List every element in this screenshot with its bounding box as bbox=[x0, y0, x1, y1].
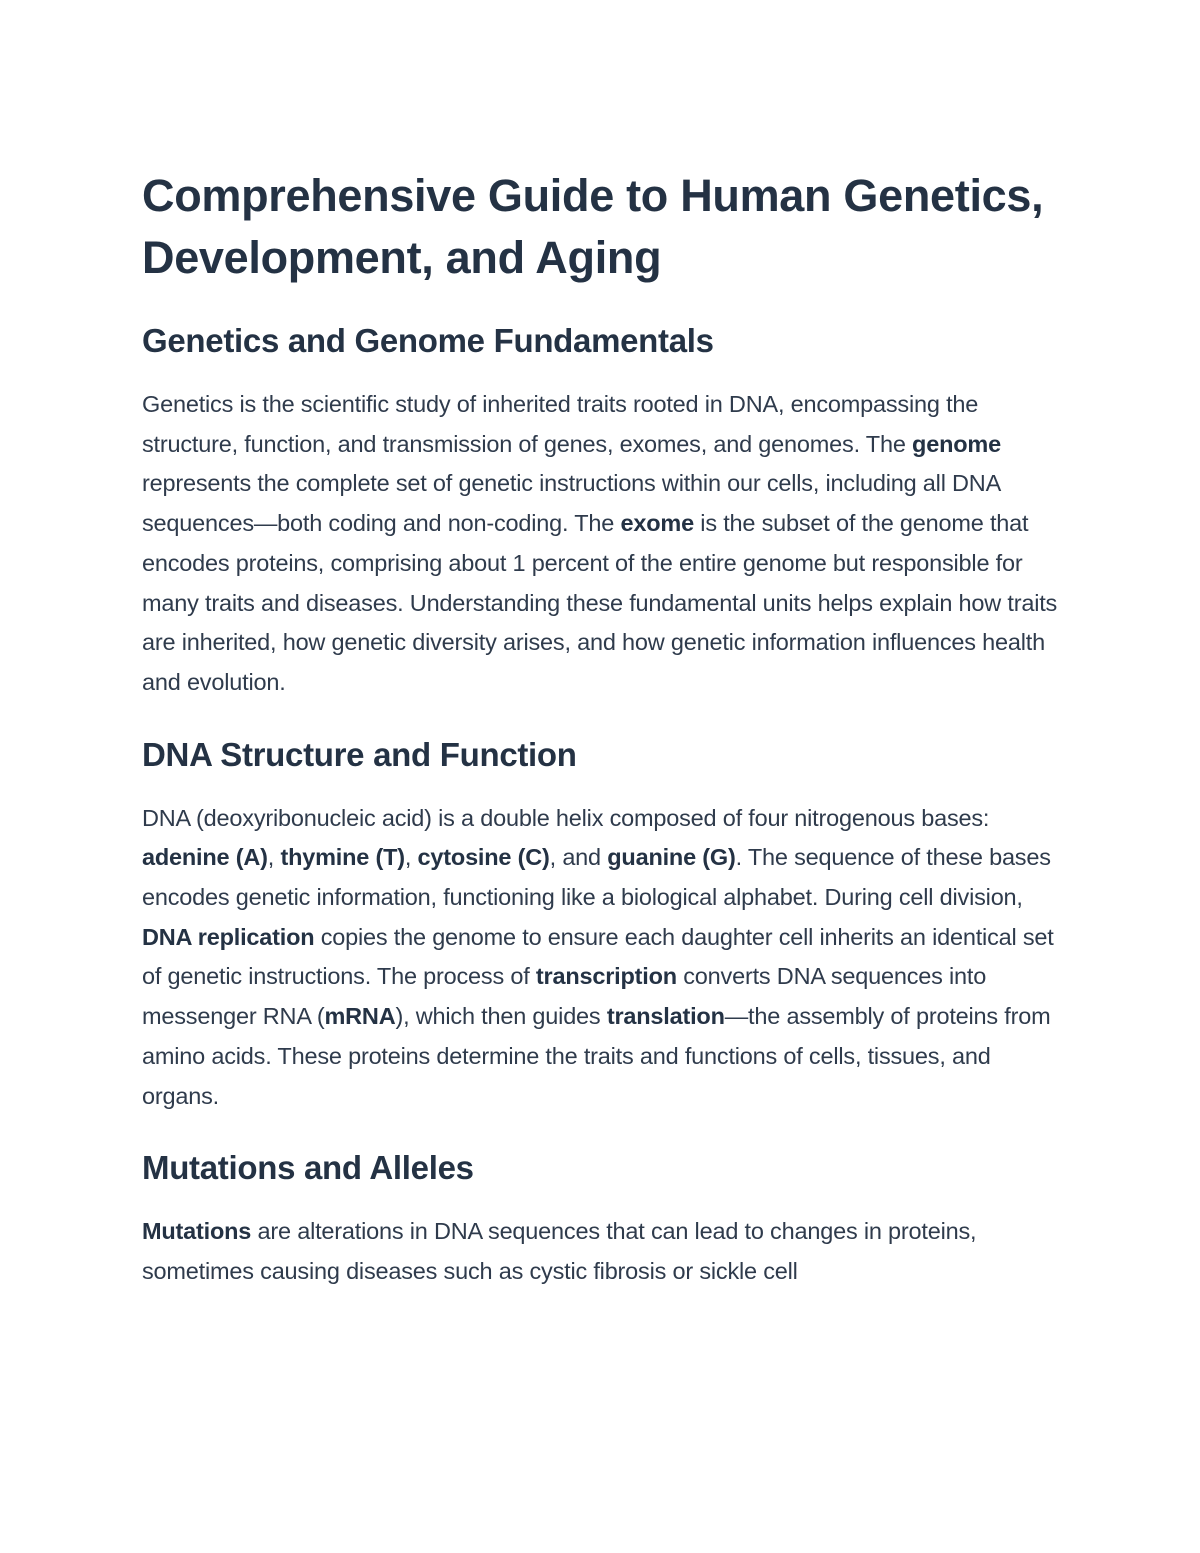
bold-term-mutations: Mutations bbox=[142, 1218, 252, 1245]
bold-term-thymine: thymine (T) bbox=[280, 844, 405, 871]
bold-term-mrna: mRNA bbox=[324, 1003, 396, 1030]
text-run: Genetics is the scientific study of inherited traits rooted in DNA, encompassing the structure, function, and transmission of genes, exomes, and genomes. The bbox=[142, 391, 979, 457]
paragraph-mutations-alleles bbox=[142, 1212, 1072, 1291]
bold-term-adenine: adenine (A) bbox=[142, 844, 268, 871]
bold-term-exome: exome bbox=[620, 510, 694, 537]
section-heading-mutations-alleles: Mutations and Alleles bbox=[142, 1149, 474, 1187]
bold-term-genome: genome bbox=[912, 430, 1001, 457]
text-run: . The sequence of these bases encodes genetic information, functioning like a biological alphabet. During cell division, bbox=[142, 844, 1051, 911]
text-run: is the subset of the genome that encodes proteins, comprising about 1 percent of the entire genome but responsible for many traits and diseases. Understanding these fundamental units helps explain how traits are inherited, how genetic diversity arises, and how genetic information influences health and evolution. bbox=[142, 510, 1058, 695]
bold-term-guanine: guanine (G) bbox=[607, 844, 736, 871]
text-run: ), which then guides bbox=[395, 1003, 607, 1030]
text-run: —the assembly of proteins from amino acids. These proteins determine the traits and functions of cells, tissues, and organs. bbox=[142, 1003, 1051, 1109]
paragraph-genetics-fundamentals bbox=[142, 385, 1072, 703]
text-run: , and bbox=[549, 844, 608, 871]
text-run: , bbox=[404, 844, 418, 871]
text-run: are alterations in DNA sequences that can lead to changes in proteins, sometimes causing diseases such as cystic fibrosis or sickle cell bbox=[142, 1218, 977, 1284]
paragraph-dna-structure bbox=[142, 799, 1072, 1117]
text-run: copies the genome to ensure each daughter cell inherits an identical set of genetic instructions. The process of bbox=[142, 923, 1054, 990]
bold-term-dna-replication: DNA replication bbox=[142, 923, 315, 950]
text-run: , bbox=[267, 844, 281, 871]
text-run: represents the complete set of genetic instructions within our cells, including all DNA sequences—both coding and non-coding. The bbox=[142, 470, 1000, 537]
text-run: converts DNA sequences into messenger RNA ( bbox=[142, 963, 987, 1030]
section-heading-dna-structure: DNA Structure and Function bbox=[142, 735, 577, 773]
text-run: DNA (deoxyribonucleic acid) is a double helix composed of four nitrogenous bases: bbox=[142, 804, 990, 831]
bold-term-cytosine: cytosine (C) bbox=[417, 844, 550, 871]
bold-term-translation: translation bbox=[606, 1003, 725, 1030]
section-heading-genetics-fundamentals: Genetics and Genome Fundamentals bbox=[142, 322, 714, 359]
document-title: Comprehensive Guide to Human Genetics, Development, and Aging bbox=[142, 170, 1044, 283]
bold-term-transcription: transcription bbox=[535, 963, 677, 990]
document-page bbox=[142, 165, 1072, 1292]
